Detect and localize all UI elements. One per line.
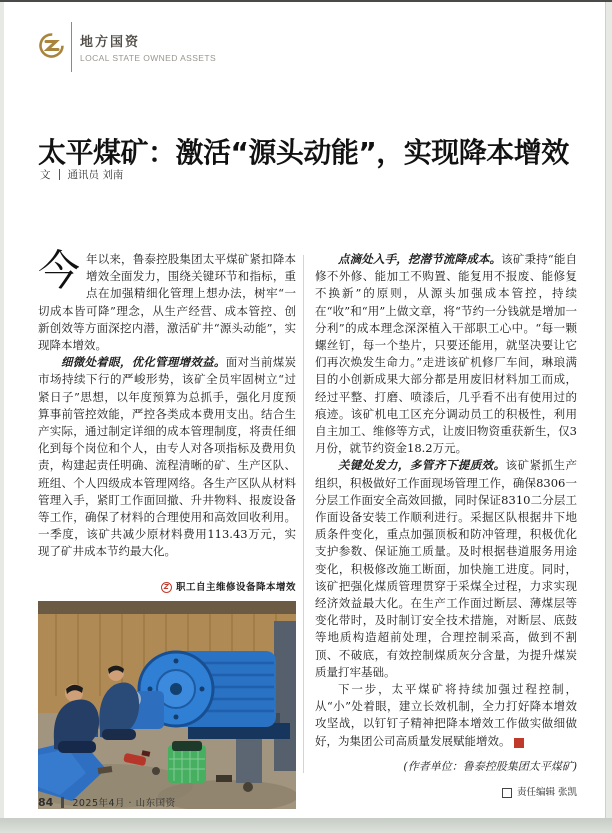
- article-title: 太平煤矿：激活“源头动能”，实现降本增效: [38, 135, 569, 169]
- editor-line: [315, 784, 577, 801]
- byline: [40, 167, 123, 182]
- masthead: [38, 22, 216, 72]
- masthead-text: [80, 31, 216, 63]
- page-footer: [38, 795, 176, 809]
- paragraph-text: 年以来，鲁泰控股集团太平煤矿紧扣降本增效全面发力，围绕关键环节和指标，重点在加强精细化管理上想办法，树牢“一切成本皆可降”理念，从生产经营、成本管控、创新创效等方面深挖内潜，激活矿井“源头动能”，实现降本增效。: [38, 252, 296, 353]
- paragraph-text: 该矿紧抓生产组织，积极做好工作面现场管理工作，确保8306一分层工作面安全高效回撤，同时保证8310二分层工作面设备安装工作顺利进行。采掘区队根据井下地质条件变化，重点加强顶板和防冲管理，积极优化支护参数、保证施工质量。及时根据巷道服务用途变化，积极修改施工断面，加快施工进度。同时，该矿把强化煤质管理贯穿于采煤全过程，力求实现经济效益最大化。在生产工作面过断层、薄煤层等变化带时，及时制订安全技术措施，对断层、底鼓等地质构造超前处理，合理控制采高，做到不割顶、不破底，有效控制煤质灰分含量，为提升煤炭质量打牢基础。: [315, 458, 578, 679]
- left-column: [38, 246, 297, 809]
- right-column: [315, 251, 577, 801]
- paragraph-lead: 细微处着眼，优化管理增效益。: [61, 355, 226, 370]
- paragraph-text: 下一步，太平煤矿将持续加强过程控制，从“小”处着眼，建立长效机制，全力打好降本增效攻坚战，以钉钉子精神把降本增效工作做实做细做好，为集团公司高质量发展赋能增效。: [315, 682, 577, 748]
- footer-divider: [61, 797, 64, 808]
- photo-caption-text: 职工自主维修设备降本增效: [175, 581, 296, 593]
- drop-cap: 今: [38, 246, 81, 295]
- paragraph: [315, 681, 577, 750]
- article-end-mark-icon: Z: [514, 738, 524, 748]
- article-photo: [38, 601, 296, 809]
- masthead-divider: [71, 22, 72, 72]
- brand-name-en: LOCAL STATE OWNED ASSETS: [80, 53, 217, 63]
- page-number: 84: [38, 795, 54, 809]
- paragraph-lead: 点滴处入手，挖潜节流降成本。: [338, 252, 502, 266]
- paragraph: [38, 354, 296, 560]
- byline-author: 通讯员 刘南: [67, 169, 124, 181]
- paragraph: [315, 457, 577, 681]
- photo-caption: [38, 579, 296, 596]
- checkbox-icon: [502, 788, 512, 798]
- byline-divider: [59, 169, 60, 180]
- author-note: (作者单位：鲁泰控股集团太平煤矿): [403, 759, 577, 773]
- scan-bottom-edge: [0, 818, 612, 833]
- paragraph-text: 该矿秉持“能自修不外修、能加工不购置、能复用不报废、能修复不换新”的原则，从源头加强成本管控，持续在“收”和“用”上做文章，将“节约一分钱就是增加一分利”的成本理念深深植入干部职工心中。“每一颗螺丝钉，每一个垫片，只要还能用，就坚决要让它们再次焕发生命力。”走进该矿机修厂车间，琳琅满目的小创新成果大部分都是用废旧材料加工而成，经过平整、打磨、喷漆后，几乎看不出有使用过的痕迹。该矿机电工区充分调动员工的积极性，利用自主加工、维修等方式，让废旧物资重获新生，仅3月份，就节约资金18.2万元。: [315, 252, 577, 456]
- paragraph: [315, 251, 577, 457]
- issue-label: 2025年4月 · 山东国资: [72, 798, 176, 809]
- caption-logo-icon: Z: [161, 582, 172, 593]
- paragraph-lead: 关键处发力，多管齐下提质效。: [338, 458, 506, 473]
- paragraph-text: 面对当前煤炭市场持续下行的严峻形势，该矿全员牢固树立“过紧日子”思想，以年度预算为总抓手，强化月度预算事前管控效能，严控各类成本费用支出。结合生产实际，通过制定详细的成本管理制度，将责任细化到每个岗位和个人，由专人对各项指标及费用负责，构建起责任明确、流程清晰的矿、生产区队、班组、个人四级成本管理网络。各生产区队从材料管理入手，紧盯工作面回撤、升井物料、报废设备等工作，确保了材料的合理使用和高效回收利用。一季度，该矿共减少原材料费用113.43万元，实现了矿井成本节约最大化。: [38, 355, 297, 559]
- column-divider: [303, 255, 304, 773]
- magazine-logo-icon: [38, 32, 65, 63]
- byline-label: 文: [40, 169, 51, 181]
- magazine-page: [4, 2, 606, 818]
- editor-label: 责任编辑 张凯: [516, 787, 577, 799]
- paragraph: [38, 246, 296, 354]
- brand-name-cn: 地方国资: [80, 35, 141, 50]
